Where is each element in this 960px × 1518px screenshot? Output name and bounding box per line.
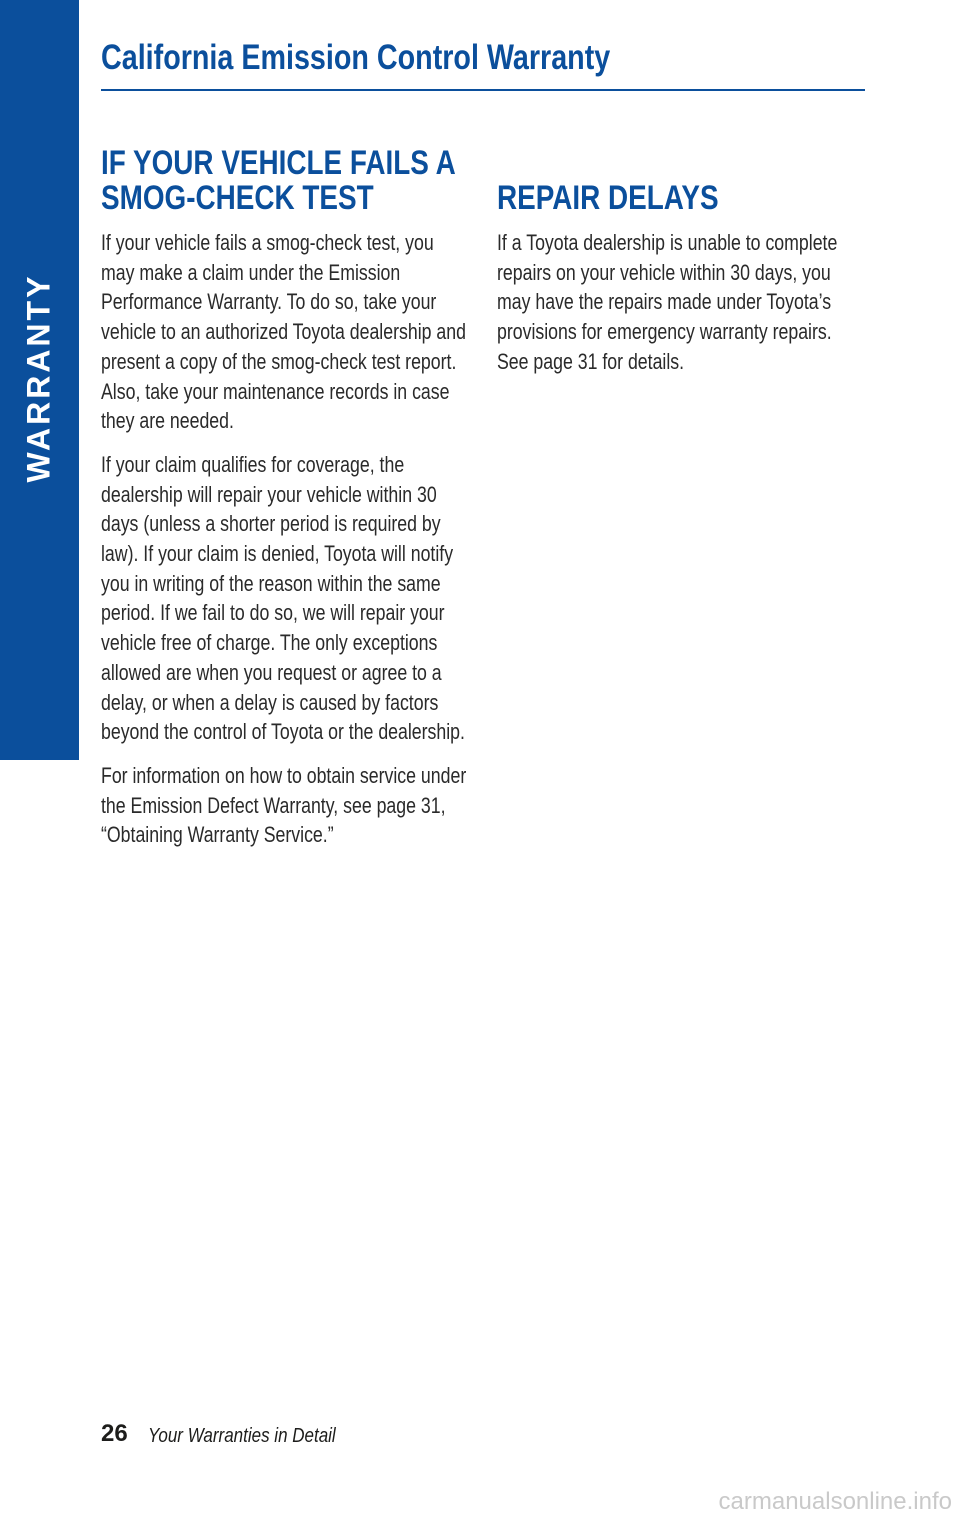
left-column [101,146,471,864]
right-column [497,181,867,391]
right-body-text [497,228,866,377]
left-body-text [101,228,470,850]
section-heading-smog-check [101,144,456,217]
footer-section-label: Your Warranties in Detail [148,1425,336,1447]
paragraph: If your claim qualifies for coverage, the dealership will repair your vehicle within 30 days (unless a shorter period is required by law). If your claim is denied, Toyota will notify you in writing of the reason within the same period. If we fail to do so, we will repair your vehicle free of charge. The only exceptions allowed are when you request or agree to a delay, or when a delay is caused by factors beyond the control of Toyota or the dealership. [101,451,465,745]
page-number: 26 [101,1420,128,1447]
title-divider [101,89,865,91]
watermark: carmanualsonline.info [718,1488,952,1515]
section-heading-repair-delays: REPAIR DELAYS [497,179,719,217]
side-tab-label: WARRANTY [20,273,57,483]
paragraph: If your vehicle fails a smog-check test, you may make a claim under the Emission Performance Warranty. To do so, take your vehicle to an authorized Toyota dealership and present a copy of the smog-check test report. Also, take your maintenance records in case they are needed. [101,230,466,434]
page-title: California Emission Control Warranty [101,38,611,77]
side-section-tab [0,0,79,760]
heading-line-1: IF YOUR VEHICLE FAILS A [101,144,456,182]
heading-line-2: SMOG-CHECK TEST [101,179,374,217]
paragraph: If a Toyota dealership is unable to complete repairs on your vehicle within 30 days, you may have the repairs made under Toyota’s provisions for emergency warranty repairs. See page 31 for details. [497,230,838,374]
paragraph: For information on how to obtain service under the Emission Defect Warranty, see page 31, “Obtaining Warranty Service.” [101,762,467,848]
